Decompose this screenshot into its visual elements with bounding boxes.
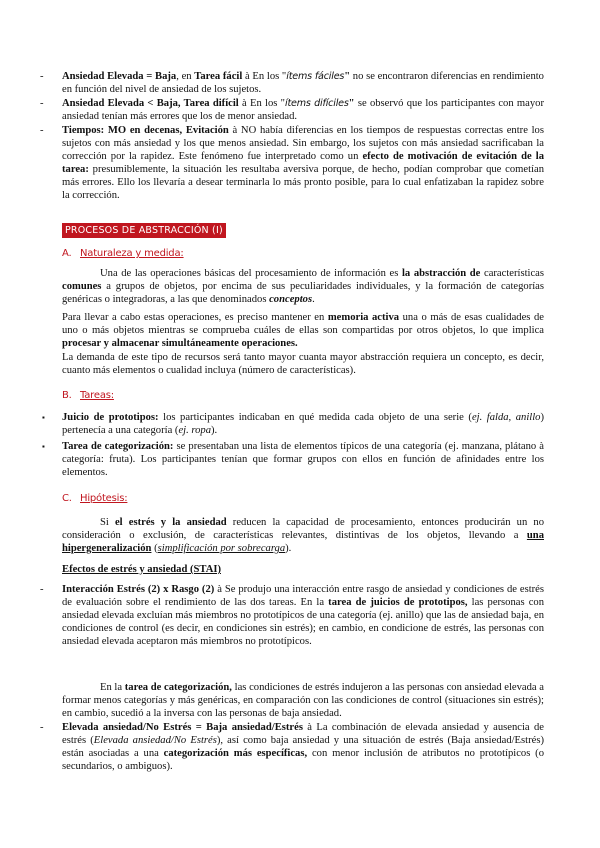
list-item-elevada-ansiedad: Elevada ansiedad/No Estrés = Baja ansiedad/Estrés à La combinación de elevada ansiedad y ausencia de estrés (Elevada ansiedad/No Estrés), así como baja ansiedad y una situación de estrés (Baja ansiedad/Estrés) están asociadas a una categorización más específicas, con menor inclusión de atributos no prototípicos (o secundarios, o ambiguos). [62,722,544,773]
list-item-ansiedad-dificil: Ansiedad Elevada < Baja, Tarea difícil à En los "ítems difíciles" se observó que los participantes con mayor ansiedad tenían más errores que los de menor ansiedad. [62,98,544,123]
list-bullet: - [40,722,44,733]
paragraph-memoria: Para llevar a cabo estas operaciones, es preciso mantener en memoria activa una o más de esas cualidades de uno o más objetos mientras se comprueba cuáles de ellas son compartidas por otros objetos, lo que implica procesar y almacenar simultáneamente operaciones. [62,312,544,350]
list-item-tarea-categorizacion: Tarea de categorización: se presentaban una lista de elementos típicos de una categoría (ej. manzana, plátano à categoría: fruta). Los participantes tenían que formar grupos con ellos en función de afinidades entre los elementos. [62,441,544,479]
paragraph-categorizacion: En la tarea de categorización, las condiciones de estrés indujeron a las personas con ansiedad elevada a formar menos categorías y más genéricas, en comparación con las condiciones de control (situaciones sin estrés); en cambio, sucedió a la inversa con las personas de baja ansiedad. [62,682,544,720]
subheading-c: C. Hipótesis: [62,493,128,504]
list-bullet: ▪ [42,413,45,422]
list-bullet: - [40,584,44,595]
subheading-b: B. Tareas: [62,390,114,401]
list-item-tiempos: Tiempos: MO en decenas, Evitación à NO había diferencias en los tiempos de respuestas correctas entre los sujetos con más ansiedad y los que menos ansiedad. Sin embargo, los sujetos con más ansiedad sacrificaban la corrección por la rapidez. Este fenómeno fue interpretado como un efecto de motivación de evitación de la tarea: presumiblemente, la situación les resultaba aversiva porque, de hecho, podían comprobar que cometían más errores. Ello los llevaría a desear terminarla lo más pronto posible, para lo cual enfatizaban la rapidez sobre la corrección. [62,125,544,202]
list-item-juicio-prototipos: Juicio de prototipos: los participantes indicaban en qué medida cada objeto de una serie (ej. falda, anillo) pertenecía a una categoría (ej. ropa). [62,412,544,437]
paragraph-abstraccion: Una de las operaciones básicas del procesamiento de información es la abstracción de características comunes a grupos de objetos, por encima de sus peculiaridades individuales, y la formación de categorías genéricas o integradoras, a las que denominados conceptos. [62,268,544,306]
list-bullet: - [40,98,44,109]
list-item-ansiedad-facil: Ansiedad Elevada = Baja, en Tarea fácil à En los "ítems fáciles" no se encontraron diferencias en rendimiento en función del nivel de ansiedad de los sujetos. [62,71,544,96]
list-bullet: ▪ [42,442,45,451]
paragraph-demanda: La demanda de este tipo de recursos será tanto mayor cuanta mayor abstracción requiera un concepto, es decir, cuanto más elementos o cualidad incluya (número de características). [62,352,544,377]
section-heading: PROCESOS DE ABSTRACCIÓN (I) [62,223,226,238]
paragraph-hipotesis: Si el estrés y la ansiedad reducen la capacidad de procesamiento, entonces producirán un no consideración o exclusión, de características relevantes, distintivas de los objetos, llevando a una hipergeneralización (simplificación por sobrecarga). [62,517,544,555]
list-item-interaccion: Interacción Estrés (2) x Rasgo (2) à Se produjo una interacción entre rasgo de ansiedad y condiciones de estrés de evaluación sobre el rendimiento de las dos tareas. En la tarea de juicios de prototipos, las personas con ansiedad elevada excluían más miembros no prototípicos de una categoría (ej. anillo) que las de ansiedad baja, en condiciones de control (es decir, en condiciones sin estrés); en cambio, en condicione de estrés, las personas con ansiedad elevada aceptaron más miembros no prototípicos. [62,584,545,648]
effects-title: Efectos de estrés y ansiedad (STAI) [62,564,221,575]
list-bullet: - [40,71,44,82]
subheading-a: A. Naturaleza y medida: [62,248,184,259]
list-bullet: - [40,125,44,136]
